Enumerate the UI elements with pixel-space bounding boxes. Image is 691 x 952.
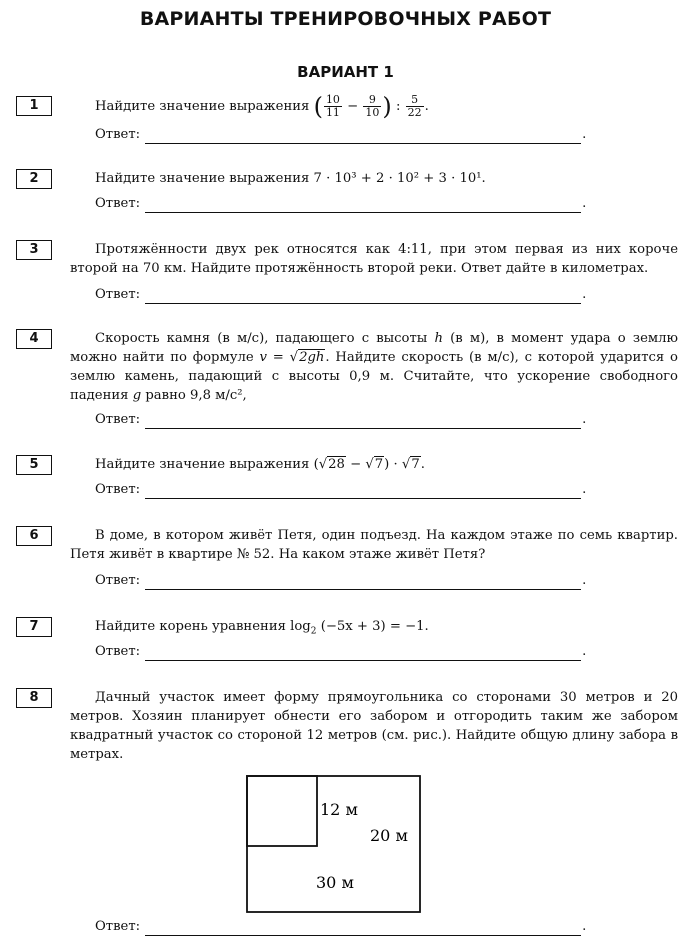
answer-field[interactable]: Ответ: . bbox=[95, 412, 587, 427]
answer-field[interactable]: Ответ: . bbox=[95, 573, 587, 588]
square-plot bbox=[247, 776, 317, 846]
task-number: 3 bbox=[16, 240, 52, 260]
answer-field[interactable]: Ответ: . bbox=[95, 644, 587, 659]
answer-field[interactable]: Ответ: . bbox=[95, 287, 587, 302]
task-number: 5 bbox=[16, 455, 52, 475]
task-text: Найдите значение выражения 7 · 10³ + 2 · 10² + 3 · 10¹. bbox=[95, 171, 486, 186]
task-number: 6 bbox=[16, 526, 52, 546]
label-square-side: 12 м bbox=[320, 800, 358, 819]
task-text: Найдите значение выражения ( $\frac{10}{11}$ − $\frac{9}{10}$ ) : $\frac{5}{22}$ . bbox=[95, 92, 429, 121]
task-number: 2 bbox=[16, 169, 52, 189]
task-number: 7 bbox=[16, 617, 52, 637]
task-text: Скорость камня (в м/с), падающего с высоты h (в м), в момент удара о землю можно найти по формуле v = √2gh. Найдите скорость (в м/с), с которой ударится о землю камень, падающий с высоты 0,9 м. Считайте, что ускорение свободного падения g равно 9,8 м/с², bbox=[70, 331, 678, 403]
variant-heading: ВАРИАНТ 1 bbox=[297, 63, 394, 81]
task-text: Найдите корень уравнения $\log_2 (-5x + 3) = -1$. bbox=[95, 619, 429, 637]
task-text: Протяжённости двух рек относятся как 4:11, при этом первая из них короче второй на 70 км. Найдите протяжённость второй реки. Ответ дайте в километрах. bbox=[70, 242, 678, 276]
label-height: 20 м bbox=[370, 826, 408, 845]
task-number: 1 bbox=[16, 96, 52, 116]
answer-field[interactable]: Ответ: . bbox=[95, 196, 587, 211]
task-number: 8 bbox=[16, 688, 52, 708]
task-number: 4 bbox=[16, 329, 52, 349]
label-width: 30 м bbox=[316, 873, 354, 892]
task-text: В доме, в котором живёт Петя, один подъезд. На каждом этаже по семь квартир. Петя живёт в квартире № 52. На каком этаже живёт Петя? bbox=[70, 528, 678, 562]
task-text: Дачный участок имеет форму прямоугольника со сторонами 30 метров и 20 метров. Хозяин планирует обнести его забором и отгородить таким же забором квадратный участок со стороной 12 метров (см. рис.). Найдите общую длину забора в метрах. bbox=[70, 690, 678, 762]
answer-field[interactable]: Ответ: . bbox=[95, 482, 587, 497]
answer-field-task-8[interactable]: Ответ: . bbox=[95, 919, 587, 934]
page-title: ВАРИАНТЫ ТРЕНИРОВОЧНЫХ РАБОТ bbox=[139, 8, 552, 30]
answer-field[interactable]: Ответ: . bbox=[95, 127, 587, 142]
task-text: Найдите значение выражения (√28 − √7) · √7. bbox=[95, 457, 425, 472]
plot-diagram bbox=[246, 775, 421, 913]
